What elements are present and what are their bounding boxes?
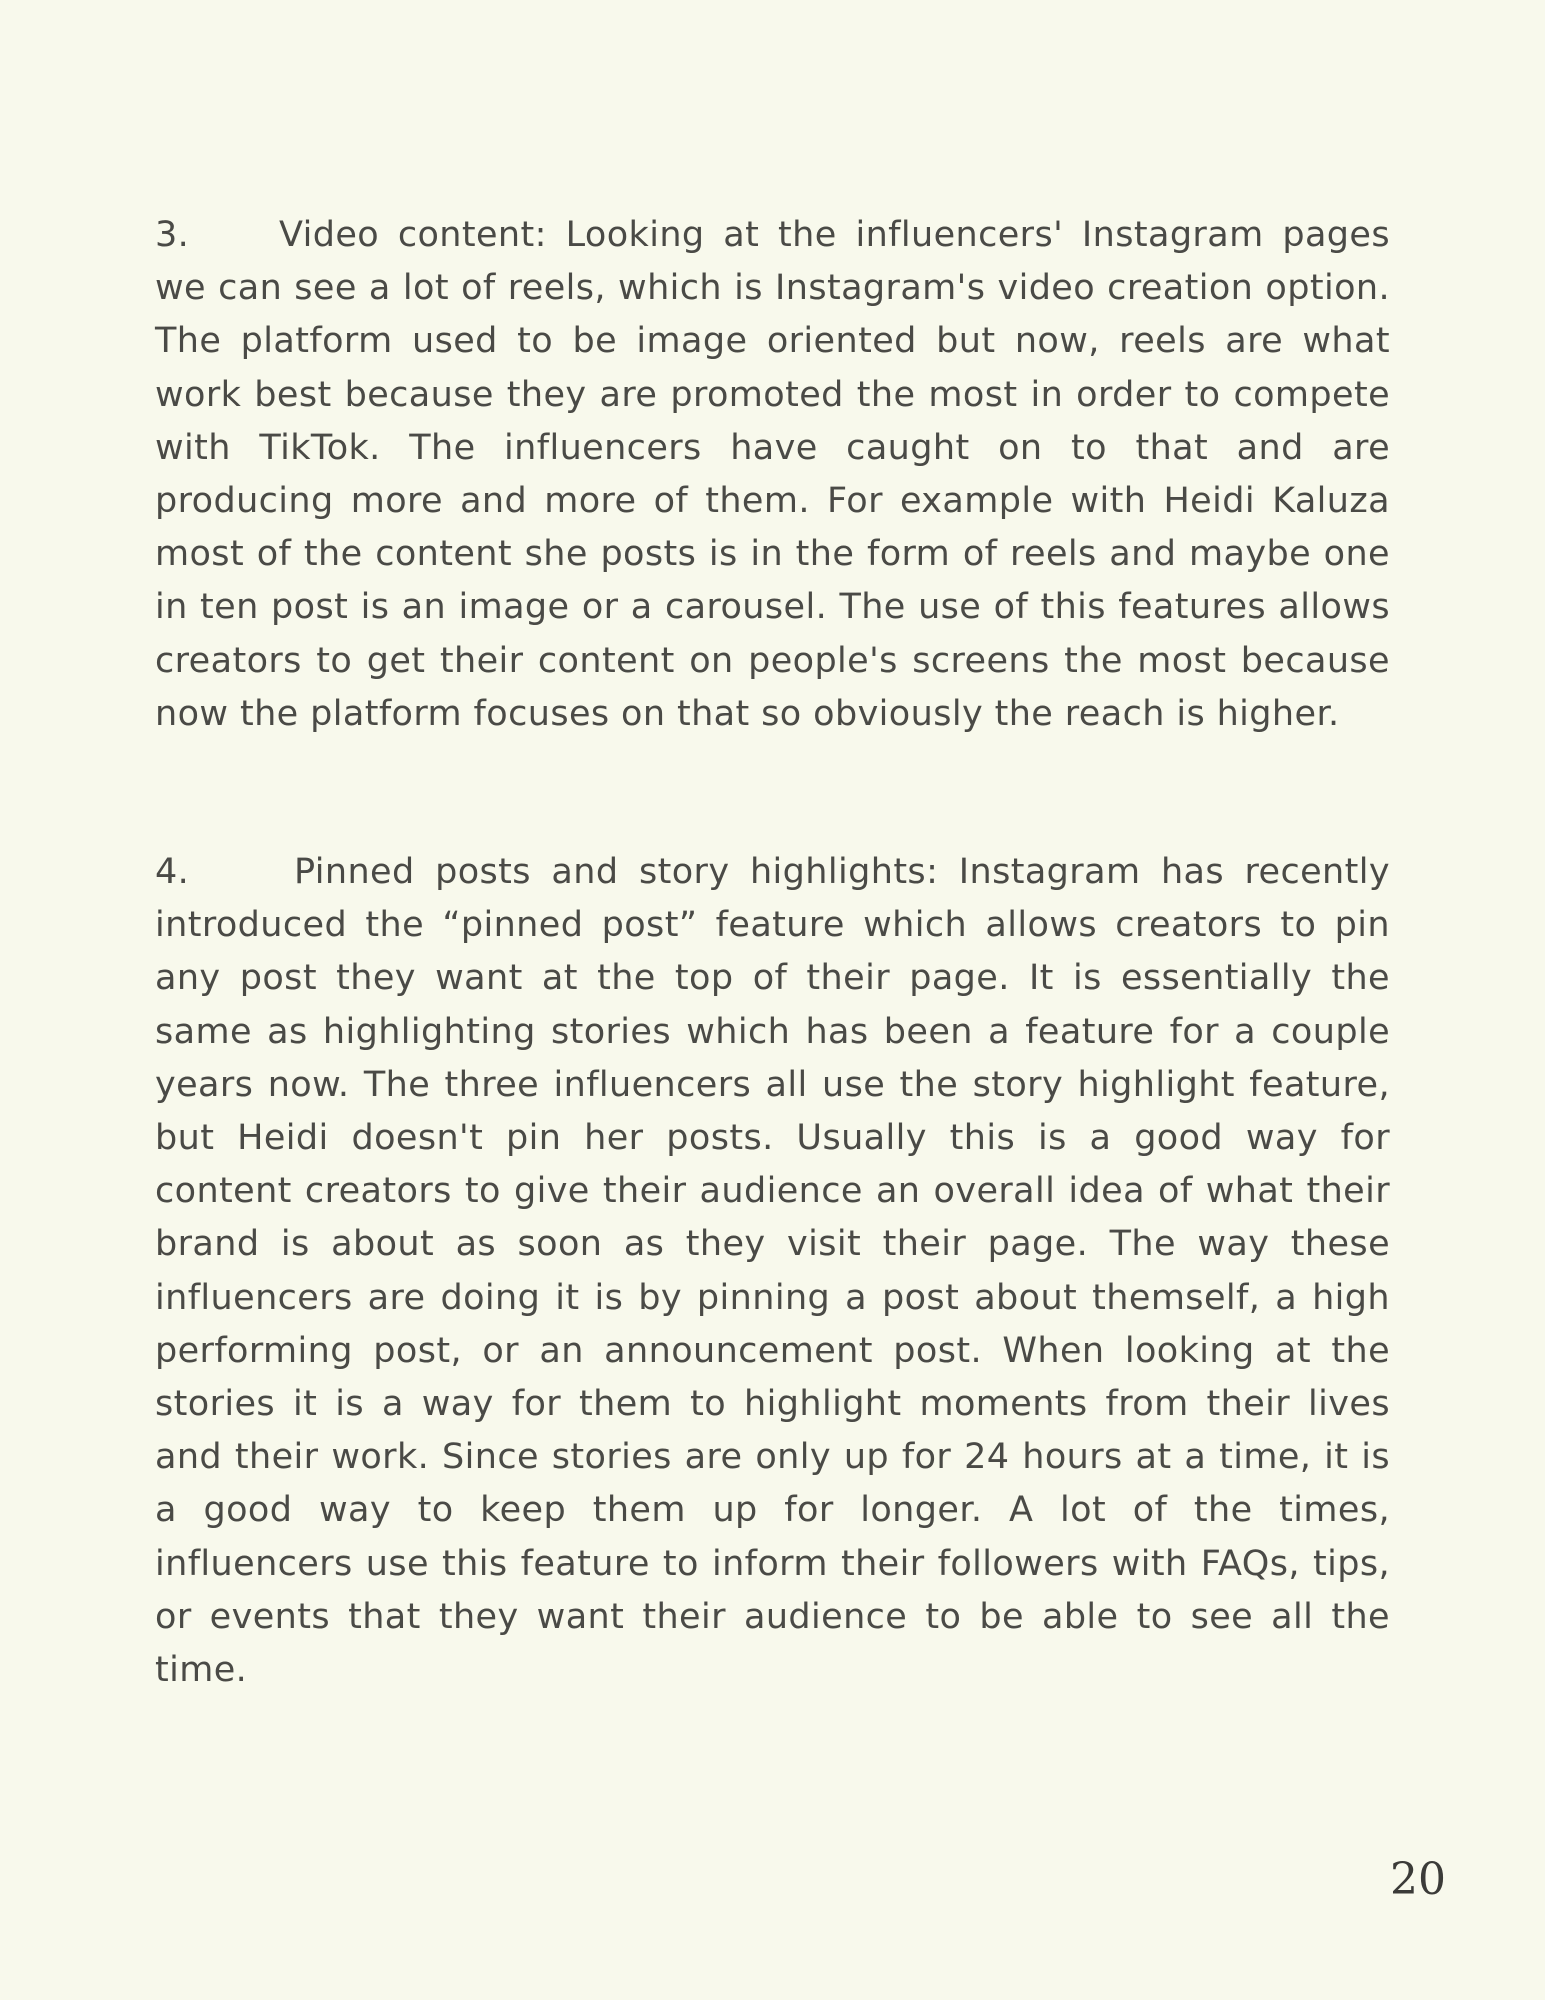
paragraph-pinned-posts-text: Pinned posts and story highlights: Instagram has recently introduced the “pinned post” feature which allows creators to pin any post they want at the top of their page. It is essentially the same as highlighting stories which has been a feature for a couple years now. The three influencers all use the story highlight feature, but Heidi doesn't pin her posts. Usually this is a good way for content creators to give their audience an overall idea of what their brand is about as soon as they visit their page. The way these influencers are doing it is by pinning a post about themself, a high performing post, or an announcement post. When looking at the stories it is a way for them to highlight moments from their lives and their work. Since stories are only up for 24 hours at a time, it is a good way to keep them up for longer. A lot of the times, influencers use this feature to inform their followers with FAQs, tips, or events that they want their audience to be able to see all the time.	[155, 852, 1390, 1691]
item-number-3: 3.	[155, 215, 190, 255]
paragraph-video-content-text: Video content: Looking at the influencers' Instagram pages we can see a lot of reels, which is Instagram's video creation option. The platform used to be image oriented but now, reels are what work best because they are promoted the most in order to compete with TikTok. The influencers have caught on to that and are producing more and more of them. For example with Heidi Kaluza most of the content she posts is in the form of reels and maybe one in ten post is an image or a carousel. The use of this features allows creators to get their content on people's screens the most because now the platform focuses on that so obviously the reach is higher.	[155, 215, 1390, 734]
paragraph-pinned-posts	[155, 846, 1390, 1697]
item-number-4: 4.	[155, 852, 190, 892]
page-number: 20	[1390, 1854, 1446, 1905]
paragraph-video-content	[155, 209, 1390, 741]
